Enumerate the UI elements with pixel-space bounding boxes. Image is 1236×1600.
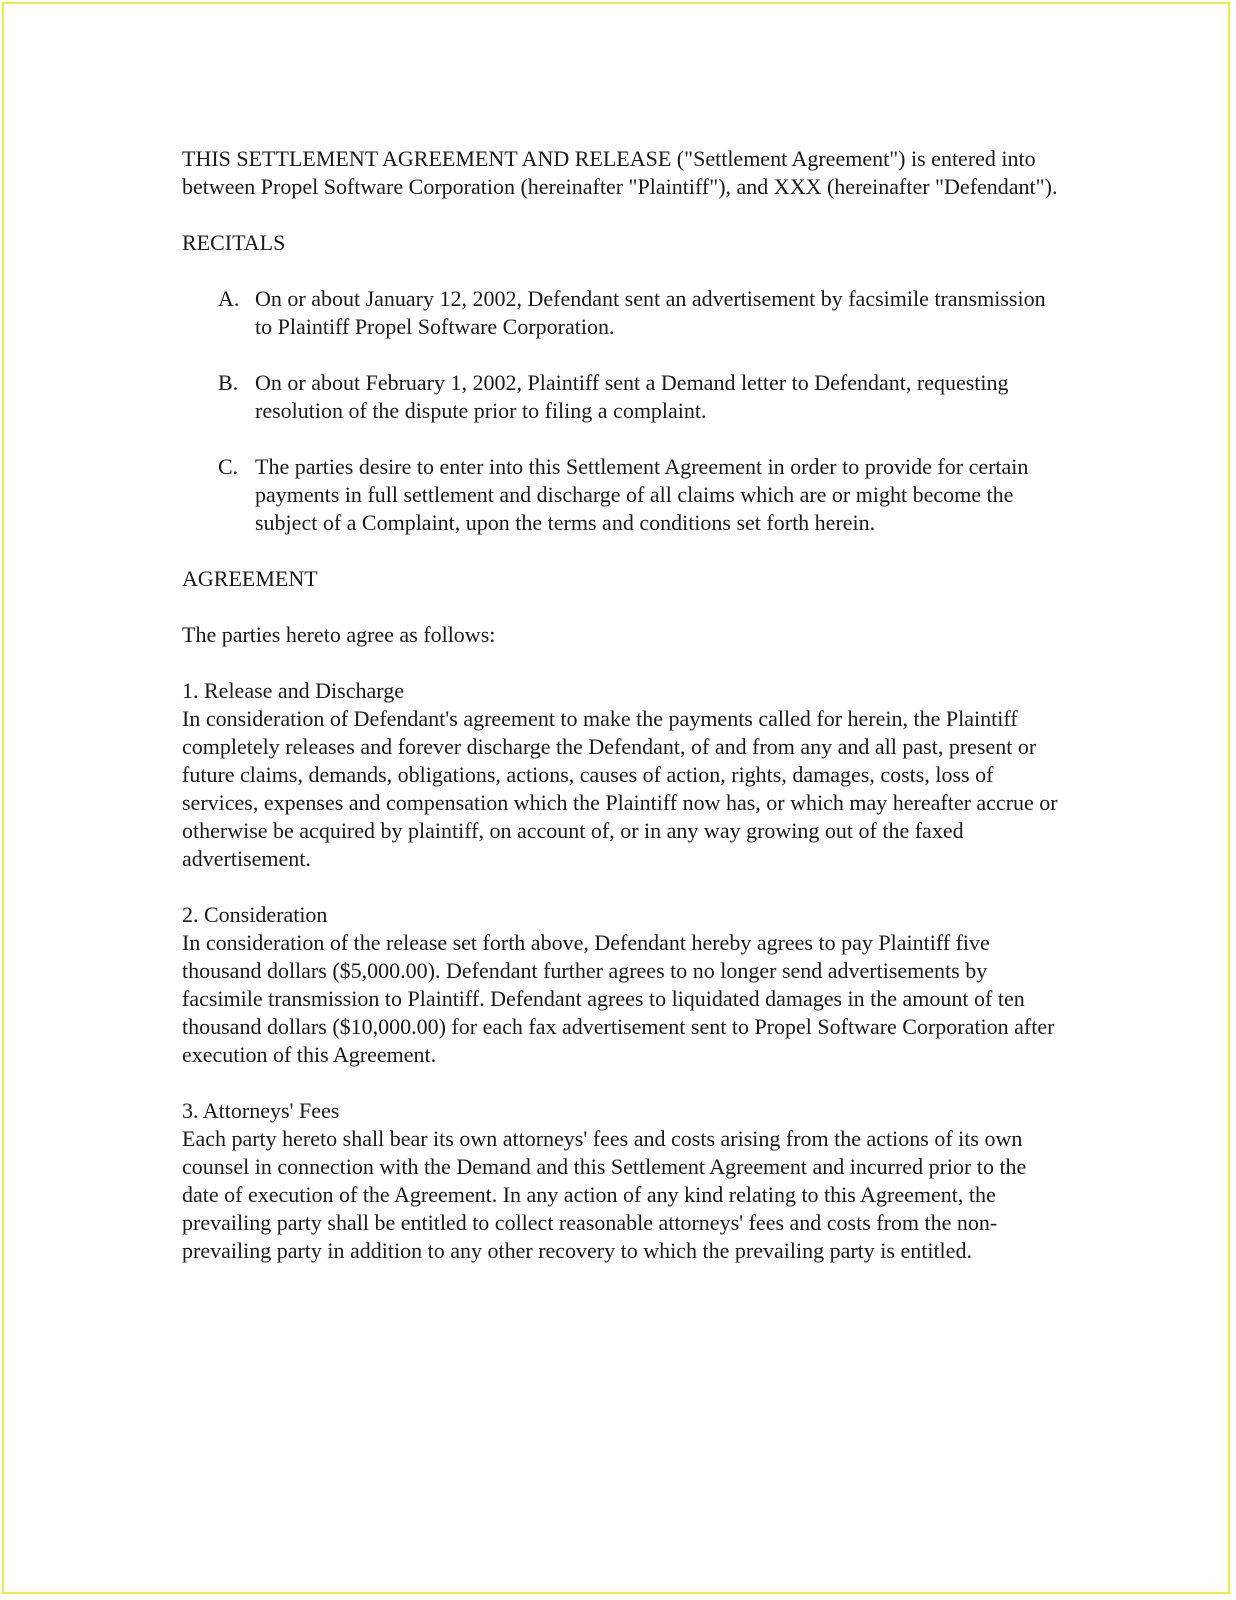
- agreement-heading: AGREEMENT: [182, 566, 318, 591]
- agreement-section: [182, 677, 1062, 873]
- recitals-heading: RECITALS: [182, 230, 286, 255]
- document-body: [182, 145, 1062, 1293]
- intro-paragraph: THIS SETTLEMENT AGREEMENT AND RELEASE ("Settlement Agreement") is entered into between Propel Software Corporation (hereinafter "Plaintiff"), and XXX (hereinafter "Defendant").: [182, 146, 1058, 199]
- agreement-section: [182, 901, 1062, 1069]
- section-title: 3. Attorneys' Fees: [182, 1098, 340, 1123]
- recital-item: [218, 369, 1062, 425]
- recital-item: [218, 285, 1062, 341]
- recital-letter: A.: [218, 286, 240, 311]
- section-title: 1. Release and Discharge: [182, 678, 404, 703]
- recital-text: On or about February 1, 2002, Plaintiff sent a Demand letter to Defendant, requesting resolution of the dispute prior to filing a complaint.: [255, 370, 1009, 423]
- agreement-lead: The parties hereto agree as follows:: [182, 622, 496, 647]
- section-body: In consideration of Defendant's agreement to make the payments called for herein, the Plaintiff completely releases and forever discharge the Defendant, of and from any and all past, present or future claims, demands, obligations, actions, causes of action, rights, damages, costs, loss of services, expenses and compensation which the Plaintiff now has, or which may hereafter accrue or otherwise be acquired by plaintiff, on account of, or in any way growing out of the faxed advertisement.: [182, 706, 1058, 871]
- recital-text: The parties desire to enter into this Settlement Agreement in order to provide for certain payments in full settlement and discharge of all claims which are or might become the subject of a Complaint, upon the terms and conditions set forth herein.: [255, 454, 1029, 535]
- section-title: 2. Consideration: [182, 902, 328, 927]
- agreement-section: [182, 1097, 1062, 1265]
- section-body: Each party hereto shall bear its own attorneys' fees and costs arising from the actions of its own counsel in connection with the Demand and this Settlement Agreement and incurred prior to the date of execution of the Agreement. In any action of any kind relating to this Agreement, the prevailing party shall be entitled to collect reasonable attorneys' fees and costs from the non-prevailing party in addition to any other recovery to which the prevailing party is entitled.: [182, 1126, 1027, 1263]
- recital-item: [218, 453, 1062, 537]
- recital-letter: B.: [218, 370, 239, 395]
- recital-letter: C.: [218, 454, 239, 479]
- section-body: In consideration of the release set forth above, Defendant hereby agrees to pay Plaintiff five thousand dollars ($5,000.00). Defendant further agrees to no longer send advertisements by facsimile transmission to Plaintiff. Defendant agrees to liquidated damages in the amount of ten thousand dollars ($10,000.00) for each fax advertisement sent to Propel Software Corporation after execution of this Agreement.: [182, 930, 1055, 1067]
- recital-text: On or about January 12, 2002, Defendant sent an advertisement by facsimile transmission to Plaintiff Propel Software Corporation.: [255, 286, 1046, 339]
